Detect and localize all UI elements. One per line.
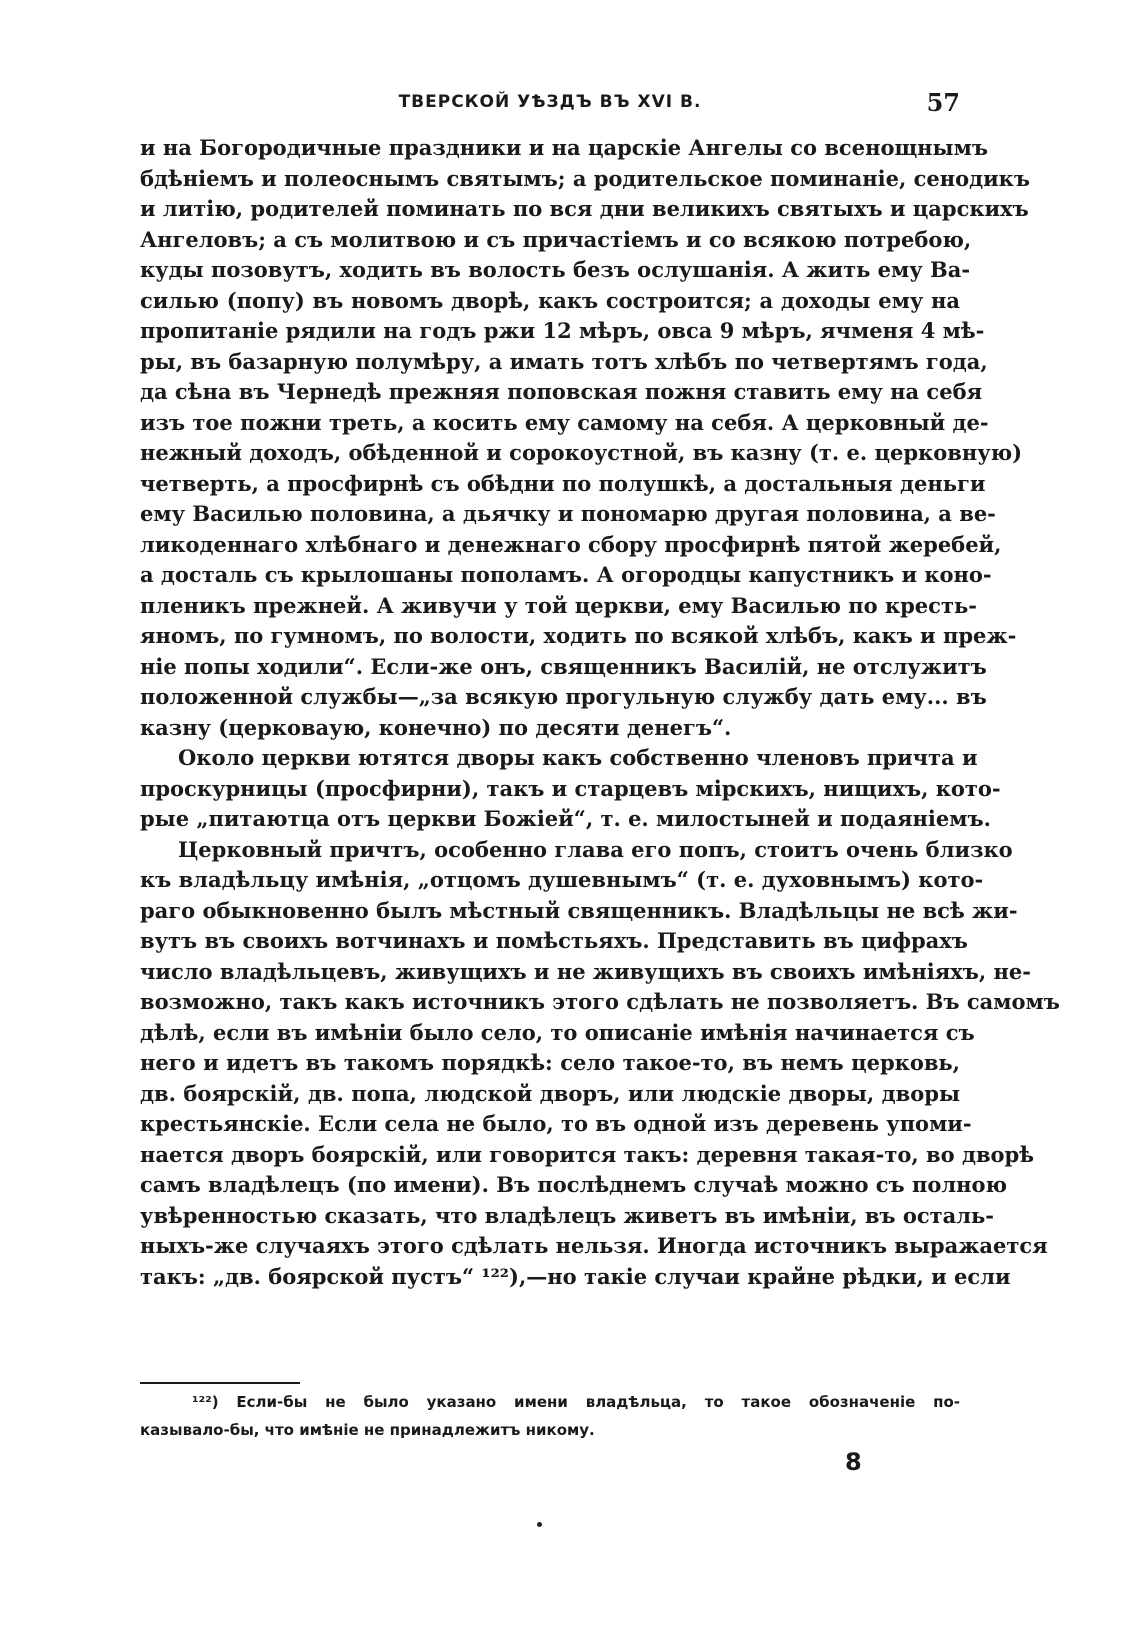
text-line: крестьянскіе. Если села не было, то въ одной изъ деревень упоми-	[140, 1111, 972, 1136]
text-line: рые „питаютца отъ церкви Божіей“, т. е. милостыней и подаяніемъ.	[140, 806, 991, 831]
text-line: четверть, а просфирнѣ съ обѣдни по полушкѣ, а достальныя деньги	[140, 470, 986, 496]
text-line: и на Богородичные праздники и на царскіе Ангелы со всенощнымъ	[140, 135, 988, 160]
text-line: число владѣльцевъ, живущихъ и не живущихъ въ своихъ имѣніяхъ, не-	[140, 958, 1031, 984]
text-line: изъ тое пожни треть, а косить ему самому на себя. А церковный де-	[140, 409, 989, 435]
text-line: дѣлѣ, если въ имѣніи было село, то описаніе имѣнія начинается съ	[140, 1019, 975, 1045]
text-line: увѣренностью сказать, что владѣлецъ живетъ въ имѣніи, въ осталь-	[140, 1202, 995, 1228]
text-line: вутъ въ своихъ вотчинахъ и помѣстьяхъ. Представить въ цифрахъ	[140, 928, 968, 953]
text-line: него и идетъ въ такомъ порядкѣ: село такое-то, въ немъ церковь,	[140, 1050, 960, 1075]
footnote-line: ¹²²) Если-бы не было указано имени владѣльца, то такое обозначеніе по-	[192, 1393, 960, 1411]
text-line: нежный доходъ, обѣденной и сорокоустной, въ казну (т. е. церковную)	[140, 440, 1023, 465]
text-line: Ангеловъ; а съ молитвою и съ причастіемъ и со всякою потребою,	[140, 226, 972, 252]
text-line: ры, въ базарную полумѣру, а имать тотъ хлѣбъ по четвертямъ года,	[140, 348, 988, 374]
text-line: куды позовутъ, ходить въ волость безъ ослушанія. А жить ему Ва-	[140, 257, 971, 282]
text-line: а досталь съ крылошаны пополамъ. А огородцы капустникъ и коно-	[140, 562, 992, 587]
text-line: нается дворъ боярскій, или говорится такъ: деревня такая-то, во дворѣ	[140, 1141, 1034, 1167]
text-line: бдѣніемъ и полеоснымъ святымъ; а родительское поминаніе, сенодикъ	[140, 165, 1030, 191]
signature-mark: 8	[845, 1448, 862, 1476]
text-line: такъ: „дв. боярской пустъ“ ¹²²),—но такіе случаи крайне рѣдки, и если	[140, 1263, 1011, 1289]
text-line: Около церкви ютятся дворы какъ собственно членовъ причта и	[178, 745, 978, 770]
page-number: 57	[926, 88, 960, 117]
text-line: пленикъ прежней. А живучи у той церкви, ему Василью по кресть-	[140, 592, 977, 618]
text-line: проскурницы (просфирни), такъ и старцевъ мірскихъ, нищихъ, кото-	[140, 775, 1001, 801]
text-line: къ владѣльцу имѣнія, „отцомъ душевнымъ“ (т. е. духовнымъ) кото-	[140, 867, 984, 892]
text-line: яномъ, по гумномъ, по волости, ходить по всякой хлѣбъ, какъ и преж-	[140, 623, 1017, 648]
text-line: казну (церковаую, конечно) по десяти денегъ“.	[140, 714, 732, 740]
page-header	[140, 88, 960, 122]
text-line: ныхъ-же случаяхъ этого сдѣлать нельзя. Иногда источникъ выражается	[140, 1233, 1048, 1258]
footnote-line: казывало-бы, что имѣніе не принадлежитъ никому.	[140, 1421, 595, 1439]
text-line: ликоденнаго хлѣбнаго и денежнаго сбору просфирнѣ пятой жеребей,	[140, 531, 1002, 557]
text-line: положенной службы—„за всякую прогульную службу дать ему... въ	[140, 684, 987, 709]
print-dot	[537, 1522, 542, 1527]
text-line: возможно, такъ какъ источникъ этого сдѣлать не позволяетъ. Въ самомъ	[140, 989, 1060, 1014]
text-line: самъ владѣлецъ (по имени). Въ послѣднемъ случаѣ можно съ полною	[140, 1172, 1008, 1197]
body-text	[140, 133, 1060, 1292]
text-line: раго обыкновенно былъ мѣстный священникъ. Владѣльцы не всѣ жи-	[140, 897, 1018, 923]
text-line: пропитаніе рядили на годъ ржи 12 мѣръ, овса 9 мѣръ, ячменя 4 мѣ-	[140, 318, 985, 343]
text-line: ему Василью половина, а дьячку и пономарю другая половина, а ве-	[140, 501, 996, 526]
text-line: и литію, родителей поминать по вся дни великихъ святыхъ и царскихъ	[140, 196, 1029, 221]
running-title: ТВЕРСКОЙ УѢЗДЪ ВЪ XVI В.	[398, 92, 702, 112]
text-line: да сѣна въ Чернедѣ прежняя поповская пожня ставить ему на себя	[140, 379, 983, 404]
text-line: Церковный причтъ, особенно глава его попъ, стоитъ очень близко	[178, 836, 1013, 862]
text-line: силью (попу) въ новомъ дворѣ, какъ состроится; а доходы ему на	[140, 287, 960, 313]
footnote-divider	[140, 1382, 300, 1384]
text-line: ніе попы ходили“. Если-же онъ, священникъ Василій, не отслужитъ	[140, 653, 987, 679]
footnotes	[140, 1388, 960, 1444]
text-line: дв. боярскій, дв. попа, людской дворъ, или людскіе дворы, дворы	[140, 1080, 960, 1106]
